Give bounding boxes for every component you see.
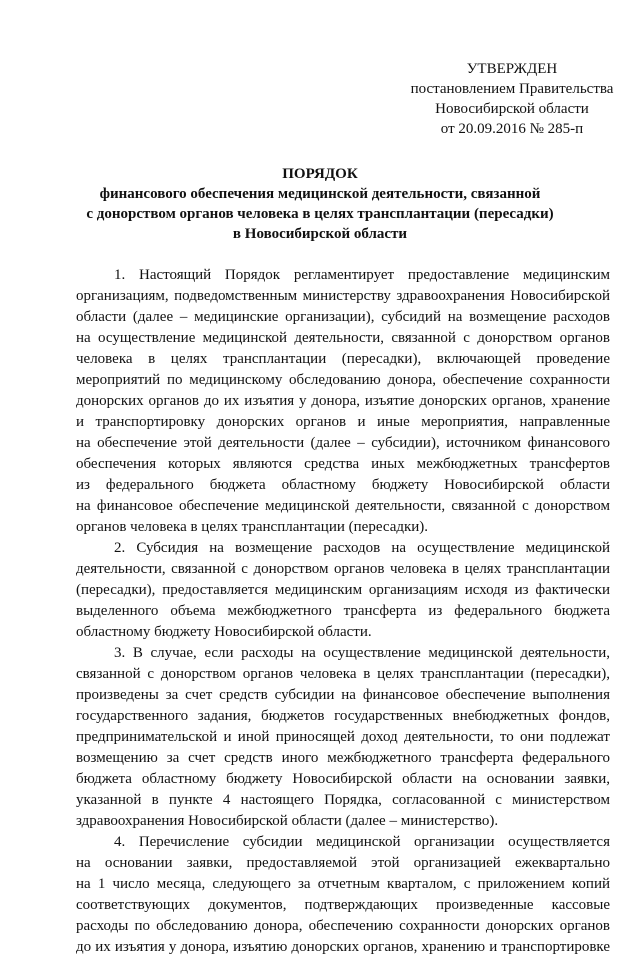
paragraph-line: (пересадки), предоставляется медицинским организациям исходя из фактически [76, 582, 610, 598]
paragraph-line: человека в целях трансплантации (пересадки), включающей проведение [76, 351, 610, 367]
paragraph-line: произведены за счет средств субсидии на финансовое обеспечение выполнения [76, 687, 610, 703]
paragraph-line: на финансовое обеспечение медицинской деятельности, связанной с донорством [76, 498, 610, 514]
document-title [60, 164, 580, 244]
paragraph-line: области (далее – медицинские организации), субсидий на возмещение расходов [76, 309, 610, 325]
paragraph-line: 2. Субсидия на возмещение расходов на осуществление медицинской [114, 540, 610, 556]
paragraph-line: до их изъятия у донора, изъятию донорских органов, хранению и транспортировке [76, 939, 610, 955]
paragraph-line: на осуществление медицинской деятельности, связанной с донорством органов [76, 330, 610, 346]
title-line-4: в Новосибирской области [232, 226, 408, 242]
paragraph-line: донорских органов до их изъятия у донора, изъятие донорских органов, хранение [76, 393, 610, 409]
paragraph-line: на обеспечение этой деятельности (далее – субсидии), источником финансового [76, 435, 610, 451]
title-line-1: ПОРЯДОК [282, 166, 358, 182]
paragraph-line: организациям, подведомственным министерству здравоохранения Новосибирской [76, 288, 610, 304]
paragraph-line: 1. Настоящий Порядок регламентирует предоставление медицинским [114, 267, 610, 283]
approval-authority: постановлением Правительства [410, 81, 614, 97]
paragraph-line: из федерального бюджета областному бюджету Новосибирской области [76, 477, 610, 493]
paragraph-line: областному бюджету Новосибирской области. [76, 624, 372, 640]
paragraph-line: здравоохранения Новосибирской области (далее – министерство). [76, 813, 499, 829]
title-line-2: финансового обеспечения медицинской деятельности, связанной [99, 186, 541, 202]
document-body [76, 265, 610, 958]
approval-date-number: от 20.09.2016 № 285-п [440, 121, 584, 137]
paragraph-3 [76, 643, 610, 832]
paragraph-line: выделенного объема межбюджетного трансферта из федерального бюджета [76, 603, 610, 619]
paragraph-line: мероприятий по медицинскому обследованию донора, обеспечение сохранности [76, 372, 610, 388]
paragraph-line: бюджета областному бюджету Новосибирской области на основании заявки, [76, 771, 610, 787]
paragraph-line: на основании заявки, предоставляемой этой организацией ежеквартально [76, 855, 610, 871]
paragraph-line: расходы по обследованию донора, обеспечению сохранности донорских органов [76, 918, 610, 934]
approval-block [392, 59, 632, 139]
approval-heading: УТВЕРЖДЕН [466, 61, 558, 77]
paragraph-4 [76, 832, 610, 958]
paragraph-line: указанной в пункте 4 настоящего Порядка, согласованной с министерством [76, 792, 610, 808]
paragraph-line: государственного задания, бюджетов государственных внебюджетных фондов, [76, 708, 610, 724]
title-line-3: с донорством органов человека в целях трансплантации (пересадки) [86, 206, 554, 222]
paragraph-line: деятельности, связанной с донорством органов человека в целях трансплантации [76, 561, 610, 577]
paragraph-line: предпринимательской и иной приносящей доход деятельности, то они подлежат [76, 729, 610, 745]
paragraph-line: органов человека в целях трансплантации (пересадки). [76, 519, 429, 535]
paragraph-line: 4. Перечисление субсидии медицинской организации осуществляется [114, 834, 610, 850]
paragraph-line: 3. В случае, если расходы на осуществление медицинской деятельности, [114, 645, 610, 661]
paragraph-1 [76, 265, 610, 538]
paragraph-line: на 1 число месяца, следующего за отчетным кварталом, с приложением копий [76, 876, 610, 892]
paragraph-2 [76, 538, 610, 643]
paragraph-line: соответствующих документов, подтверждающих произведенные кассовые [76, 897, 610, 913]
paragraph-line: обеспечения которых являются средства иных межбюджетных трансфертов [76, 456, 610, 472]
paragraph-line: и транспортировку донорских органов и иные мероприятия, направленные [76, 414, 610, 430]
paragraph-line: возмещению за счет средств иного межбюджетного трансферта федерального [76, 750, 610, 766]
paragraph-line: связанной с донорством органов человека в целях трансплантации (пересадки), [76, 666, 610, 682]
approval-region: Новосибирской области [435, 101, 589, 117]
